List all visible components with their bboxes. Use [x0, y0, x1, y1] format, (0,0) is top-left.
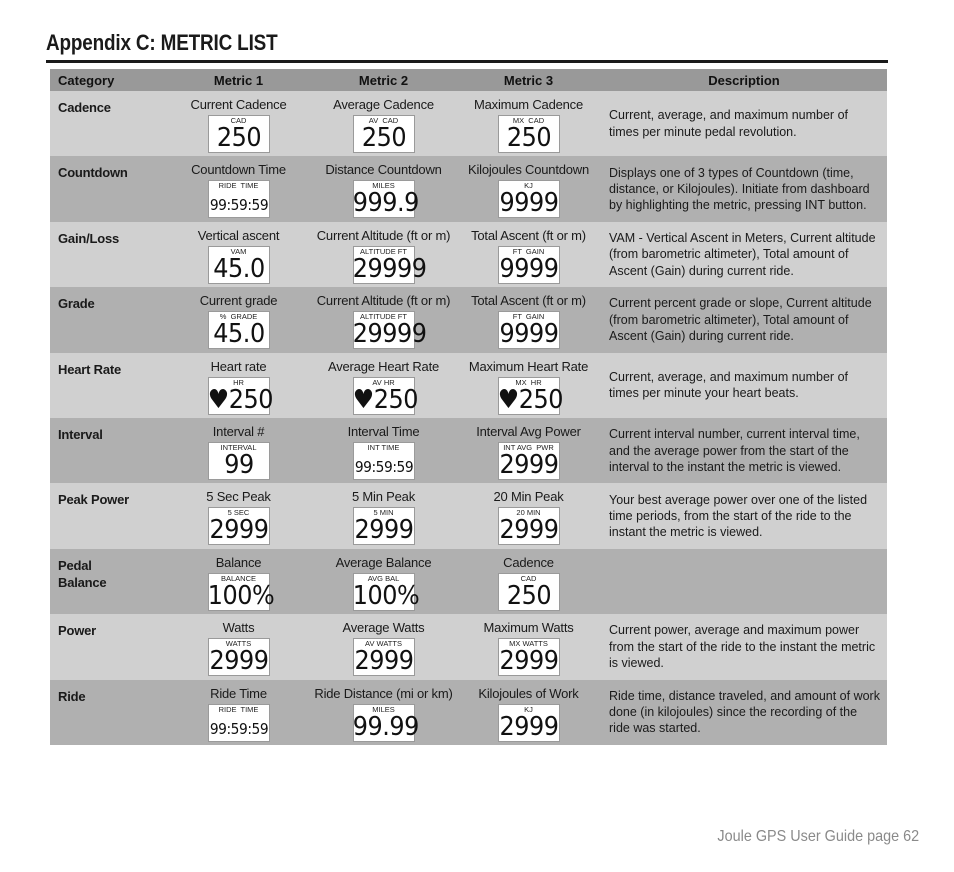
display-value: 250 — [506, 580, 551, 611]
display-label: % GRADE — [219, 312, 258, 322]
metric-name: Current Altitude (ft or m) — [316, 227, 451, 243]
display-value: 99:59:59 — [209, 196, 268, 215]
description-text: Ride time, distance traveled, and amount of work done (in kilojoules) since the recording of the ride was started. — [609, 688, 880, 736]
metric-1-cell — [166, 483, 311, 548]
header-metric-2: Metric 2 — [358, 72, 409, 88]
display-label: INT TIME — [367, 442, 400, 452]
metric-name: 5 Sec Peak — [206, 489, 271, 505]
metric-2-cell — [311, 156, 456, 221]
description-text: Current percent grade or slope, Current altitude (from barometric altimeter), Total amount of Ascent (Gain) during current ride. — [609, 296, 872, 344]
metric-name: Current grade — [199, 293, 278, 309]
metric-display — [497, 377, 563, 415]
display-label: HR — [233, 377, 244, 387]
metric-display — [208, 311, 270, 349]
metric-3-cell — [456, 680, 601, 745]
display-value: 9999 — [498, 319, 559, 350]
metric-name: Distance Countdown — [325, 162, 442, 178]
metric-3-cell — [456, 353, 601, 418]
display-label: MILES — [372, 704, 395, 714]
metric-display — [208, 638, 270, 676]
metric-name: Ride Time — [210, 685, 267, 701]
display-value: 9999 — [498, 188, 559, 219]
metric-name: 5 Min Peak — [351, 489, 416, 505]
table-row — [50, 156, 887, 221]
category-cell: Peak Power — [58, 492, 129, 508]
display-label: CAD — [520, 573, 537, 583]
metric-display — [207, 573, 274, 611]
metric-name: Maximum Watts — [483, 620, 574, 636]
metric-3-cell — [456, 91, 601, 156]
display-label: 20 MIN — [516, 508, 541, 518]
description-text: Current, average, and maximum number of times per minute your heart beats. — [609, 369, 848, 401]
metric-display — [208, 180, 270, 218]
description-text: Current power, average and maximum power from the start of the ride to the instant the metric is viewed. — [609, 623, 876, 670]
metric-1-cell — [166, 549, 311, 614]
description-cell — [601, 483, 887, 548]
display-value: 250 — [361, 123, 406, 153]
metric-1-cell — [166, 614, 311, 679]
display-label: AVG BAL — [367, 573, 400, 583]
display-value: 9999 — [498, 253, 559, 284]
metric-1-cell — [166, 91, 311, 156]
metric-display — [498, 180, 560, 218]
display-label: INTERVAL — [220, 442, 257, 452]
metric-display — [352, 704, 419, 742]
display-value: 45.0 — [212, 319, 265, 350]
metric-2-cell — [311, 614, 456, 679]
metric-name: Cadence — [503, 554, 554, 570]
metric-display — [352, 180, 419, 219]
metric-display — [352, 377, 418, 415]
display-label: 5 SEC — [227, 508, 250, 518]
table-header — [50, 69, 887, 91]
metric-display — [208, 442, 270, 480]
metric-display — [207, 377, 273, 415]
metric-name: Current Cadence — [190, 97, 287, 112]
display-label: WATTS — [225, 639, 252, 649]
metric-name: Kilojoules of Work — [478, 685, 579, 701]
metric-display — [498, 573, 560, 611]
description-text: Current, average, and maximum number of times per minute pedal revolution. — [609, 108, 848, 139]
description-text: Your best average power over one of the listed time periods, from the start of the ride to the instant the metric is viewed. — [609, 492, 868, 540]
description-cell — [601, 91, 887, 156]
metric-display — [353, 507, 415, 545]
description-cell — [601, 418, 887, 483]
header-metric-1: Metric 1 — [213, 72, 264, 88]
metric-display — [498, 442, 560, 480]
display-value: 99 — [223, 449, 254, 480]
display-value: 29999 — [352, 319, 427, 350]
display-label: AV CAD — [368, 116, 399, 125]
metric-name: Ride Distance (mi or km) — [314, 685, 453, 701]
metric-1-cell — [166, 156, 311, 221]
display-label: KJ — [524, 704, 533, 714]
description-cell — [601, 156, 887, 221]
metric-display — [208, 704, 270, 742]
display-value: ♥250 — [352, 384, 418, 415]
description-cell — [601, 549, 887, 614]
metric-2-cell — [311, 549, 456, 614]
metric-name: Countdown Time — [191, 162, 286, 178]
metric-name: Interval Avg Power — [476, 423, 581, 439]
display-value: ♥250 — [207, 384, 273, 415]
display-value: 2999 — [208, 515, 269, 546]
metric-2-cell — [311, 222, 456, 287]
display-value: 2999 — [498, 515, 559, 546]
display-label: KJ — [524, 181, 533, 191]
metric-name: Interval Time — [347, 423, 420, 439]
display-value: 45.0 — [212, 253, 265, 284]
page-footer: Joule GPS User Guide page 62 — [717, 828, 919, 845]
metric-3-cell — [456, 614, 601, 679]
metric-2-cell — [311, 353, 456, 418]
table-row — [50, 680, 887, 745]
metric-1-cell — [166, 418, 311, 483]
display-value: ♥250 — [497, 384, 563, 415]
display-value: 2999 — [353, 515, 414, 546]
display-label: RIDE TIME — [218, 704, 259, 714]
category-cell: Heart Rate — [58, 361, 122, 377]
metric-name: Total Ascent (ft or m) — [471, 293, 586, 309]
metric-3-cell — [456, 483, 601, 548]
table-row — [50, 549, 887, 614]
metric-3-cell — [456, 156, 601, 221]
metric-name: Vertical ascent — [197, 227, 280, 243]
metric-3-cell — [456, 418, 601, 483]
category-cell: Power — [58, 623, 97, 639]
display-label: MILES — [372, 181, 395, 191]
table-row — [50, 353, 887, 418]
display-value: 99.99 — [352, 711, 419, 742]
category-cell: Interval — [58, 426, 103, 442]
display-value: 99:59:59 — [354, 457, 413, 476]
display-value: 100% — [352, 580, 419, 611]
metric-name: Maximum Heart Rate — [468, 358, 589, 374]
table-row — [50, 91, 887, 156]
display-label: MX WATTS — [509, 639, 548, 649]
metric-1-cell — [166, 353, 311, 418]
header-description: Description — [708, 72, 780, 88]
description-cell — [601, 287, 887, 352]
category-cell: Ride — [58, 688, 86, 704]
category-cell: Gain/Loss — [58, 230, 120, 246]
metric-2-cell — [311, 287, 456, 352]
display-value: 250 — [216, 123, 261, 153]
metric-2-cell — [311, 483, 456, 548]
table-row — [50, 222, 887, 287]
display-value: 250 — [506, 123, 551, 153]
display-label: MX HR — [515, 377, 542, 387]
description-cell — [601, 614, 887, 679]
category-cell: Cadence — [58, 100, 111, 115]
metric-2-cell — [311, 680, 456, 745]
metric-display — [352, 311, 427, 350]
table-row — [50, 483, 887, 548]
display-value: 29999 — [352, 253, 427, 284]
description-cell — [601, 680, 887, 745]
metric-name: Interval # — [212, 423, 265, 439]
metric-name: Average Balance — [335, 554, 432, 570]
display-label: FT GAIN — [512, 312, 545, 322]
metric-display — [498, 704, 560, 742]
metric-name: Average Cadence — [333, 97, 434, 112]
metric-name: Maximum Cadence — [474, 97, 583, 112]
metric-name: Average Watts — [342, 620, 425, 636]
display-value: 2999 — [208, 646, 269, 677]
table-row — [50, 287, 887, 352]
metric-display — [353, 115, 415, 153]
metric-display — [208, 507, 270, 545]
title-divider — [46, 60, 888, 63]
display-value: 2999 — [353, 646, 414, 677]
description-cell — [601, 222, 887, 287]
metric-table — [50, 69, 887, 745]
category-cell: Grade — [58, 296, 95, 312]
header-category: Category — [58, 72, 115, 88]
display-label: AV HR — [372, 377, 395, 387]
display-label: ALTITUDE FT — [360, 246, 407, 256]
metric-display — [353, 442, 415, 480]
metric-1-cell — [166, 287, 311, 352]
display-label: AV WATTS — [365, 639, 402, 649]
metric-display — [352, 246, 427, 284]
metric-display — [208, 246, 270, 284]
metric-3-cell — [456, 549, 601, 614]
page-title: Appendix C: METRIC LIST — [46, 30, 278, 55]
display-value: 99:59:59 — [209, 719, 268, 738]
description-text: Displays one of 3 types of Countdown (time, distance, or Kilojoules). Initiate from dashboard by highlighting the metric, pressing INT button. — [609, 165, 870, 213]
display-value: 999.9 — [352, 188, 419, 219]
description-text: Current interval number, current interval time, and the average power from the start of the interval to the instant the metric is viewed. — [609, 427, 860, 474]
metric-name: Total Ascent (ft or m) — [471, 227, 586, 243]
display-value: 100% — [207, 580, 274, 611]
metric-display — [498, 115, 560, 153]
metric-name: 20 Min Peak — [493, 489, 564, 505]
metric-3-cell — [456, 222, 601, 287]
metric-2-cell — [311, 91, 456, 156]
header-metric-3: Metric 3 — [503, 72, 554, 88]
display-label: MX CAD — [512, 116, 545, 125]
metric-name: Kilojoules Countdown — [467, 162, 590, 178]
metric-display — [498, 311, 560, 349]
table-row — [50, 418, 887, 483]
metric-2-cell — [311, 418, 456, 483]
display-label: CAD — [230, 116, 247, 125]
table-row — [50, 614, 887, 679]
metric-name: Watts — [222, 620, 255, 636]
display-label: BALANCE — [220, 573, 256, 583]
metric-display — [353, 638, 415, 676]
metric-display — [208, 115, 270, 153]
table-body — [50, 91, 887, 745]
metric-1-cell — [166, 680, 311, 745]
metric-name: Heart rate — [210, 358, 267, 374]
description-cell — [601, 353, 887, 418]
display-value: 2999 — [498, 711, 559, 742]
display-label: FT GAIN — [512, 246, 545, 256]
metric-name: Average Heart Rate — [327, 358, 440, 374]
metric-3-cell — [456, 287, 601, 352]
metric-display — [498, 246, 560, 284]
metric-display — [498, 638, 560, 676]
display-label: ALTITUDE FT — [360, 312, 407, 322]
description-text: VAM - Vertical Ascent in Meters, Current altitude (from barometric altimeter), Total amount of Ascent (Gain) during current ride. — [609, 231, 876, 278]
display-label: VAM — [230, 246, 247, 256]
metric-name: Balance — [215, 554, 262, 570]
display-value: 2999 — [498, 646, 559, 677]
metric-display — [498, 507, 560, 545]
display-label: INT AVG PWR — [503, 442, 554, 452]
display-label: 5 MIN — [373, 508, 394, 518]
category-cell: Pedal Balance — [58, 557, 107, 590]
metric-name: Current Altitude (ft or m) — [316, 293, 451, 309]
category-cell: Countdown — [58, 165, 128, 181]
metric-1-cell — [166, 222, 311, 287]
metric-display — [352, 573, 419, 611]
display-label: RIDE TIME — [218, 181, 259, 191]
display-value: 2999 — [498, 449, 559, 480]
